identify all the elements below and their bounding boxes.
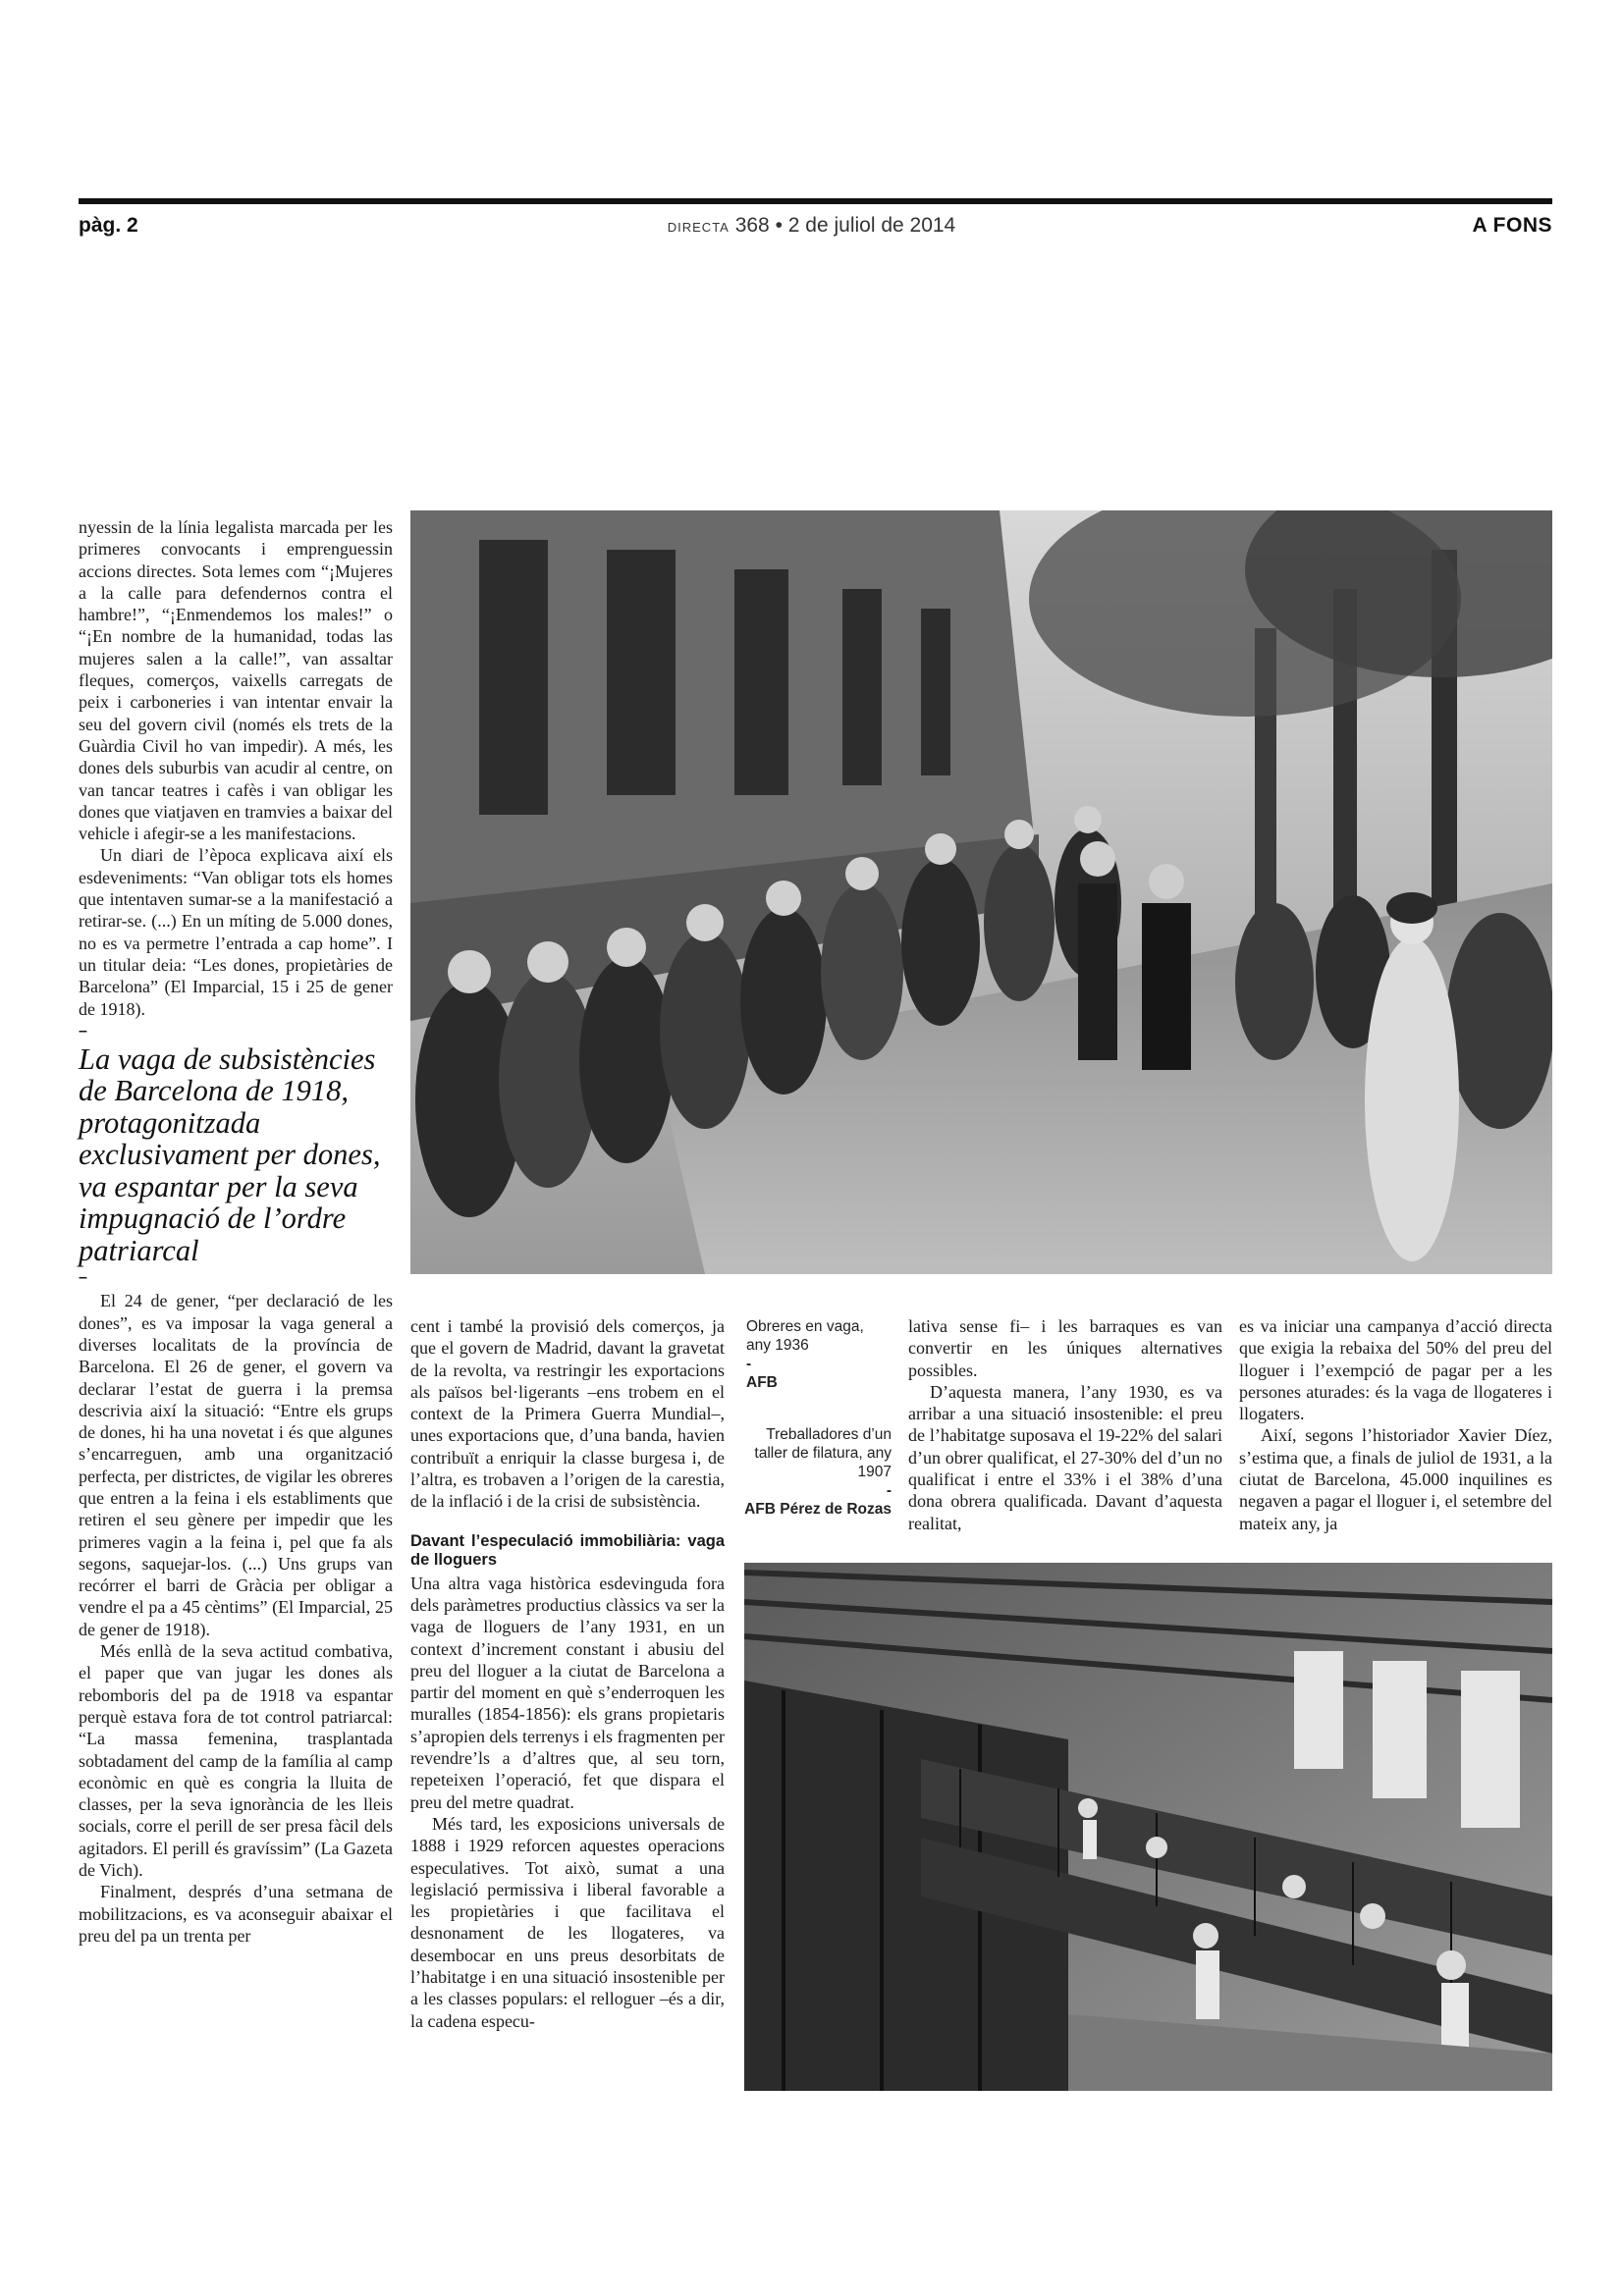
section-subheading: Davant l’especulació immobiliària: vaga de lloguers [410,1531,725,1569]
page-number: pàg. 2 [79,214,138,237]
pullquote: La vaga de subsistències de Barcelona de 1918, protagonitzada exclusivament per dones, va espantar per la seva impugnació de l’ordre patriarcal [79,1041,381,1267]
caption-credit: AFB Pérez de Rozas [744,1501,892,1518]
paragraph: El 24 de gener, “per declaració de les dones”, es va imposar la vaga general a diverses localitats de la província de Barcelona. El 26 de gener, el govern va declarar l’estat de guerra i la premsa descrivia així la situació: “Entre els grups de dones, hi ha una novetat i és que algunes s’encarreguen, amb una organització perfecta, per districtes, de vigilar les obreres que entren a la feina i els establiments que retiren el seu gènere per impedir que les primeres vagin a la feina i, pel que fa als segons, saquejar-los. (...) Uns grups van recórrer el barri de Gràcia per obligar a vendre el pa a 45 cèntims” (El Imparcial, 25 de gener de 1918). [79,1291,393,1639]
spacer [410,1513,725,1532]
caption-separator: - [746,1356,752,1372]
caption-credit: AFB [746,1374,778,1391]
photo-caption-1 [746,1317,884,1392]
photo-strike-1936 [410,510,1552,1274]
publication-name: DIRECTA [667,220,730,235]
pullquote-dash: – [79,1269,87,1287]
issue-date: 368 • 2 de juliol de 2014 [734,214,956,237]
photo-women-strike-street-icon [410,510,1552,1274]
article-column-1 [79,516,393,1947]
paragraph: D’aquesta manera, l’any 1930, es va arribar a una situació insostenible: el preu de l’habitatge suposava el 19-22% del salari d’un obrer qualificat, el 27-30% del d’un no qualificat i entre el 33% i el 38% d’una dona obrera qualificada. Davant d’aquesta realitat, [908,1381,1222,1533]
photo-workshop-1907 [744,1563,1552,2091]
paragraph: Una altra vaga històrica esdevinguda fora dels paràmetres productius clàssics va ser la vaga de lloguers de l’any 1931, en un context d’increment constant i abusiu del preu del lloguer a la ciutat de Barcelona a partir del moment en què s’enderroquen les muralles (1854-1856): els grans propietaris s’apropien dels terrenys i els fragmenten per revendre’ls a d’altres que, al seu torn, repeteixen l’operació, fet que dispara el preu del metre quadrat. [410,1573,725,1812]
section-name: A FONS [1472,214,1552,237]
photo-spinning-workshop-icon [744,1563,1552,2091]
paragraph: Finalment, després d’una setmana de mobilitzacions, es va aconseguir abaixar el preu del pa un trenta per [79,1882,393,1946]
article-column-4 [1239,1315,1552,1534]
pullquote-dash: – [79,1022,87,1040]
header-rule [79,198,1552,204]
paragraph: nyessin de la línia legalista marcada per les primeres convocants i emprenguessin accions directes. Sota lemes com “¡Mujeres a la calle para defendernos contra el hambre!”, “¡Enmendemos los males!” o “¡En nombre de la humanidad, todas las mujeres salen a la calle!”, van assaltar fleques, comerços, vaixells carregats de peix i carboneries i van intentar envair la seu del govern civil (només els trets de la Guàrdia Civil ho van impedir). A més, les dones dels suburbis van acudir al centre, on van tancar teatres i cafès i van obligar les dones que viatjaven en tramvies a baixar del vehicle i afegir-se a les manifestacions. [79,517,393,844]
photo-caption-2 [742,1425,892,1519]
paragraph: Més tard, les exposicions universals de 1888 i 1929 reforcen aquestes operacions especulatives. Tot això, sumat a una legislació permissiva i liberal favorable a les propietàries i que facilitava el desnonament de les llogateres, va desembocar en uns preus desorbitats de l’habitatge i en una situació insostenible per a les classes populars: el relloguer –és a dir, la cadena especu- [410,1813,725,2031]
paragraph: Més enllà de la seva actitud combativa, el paper que van jugar les dones als rebomboris del pa de 1918 va espantar perquè estava fora de tot control patriarcal: “La massa femenina, trasplantada sobtadament del camp de la família al camp econòmic en què es congria la lluita de classes, per la seva ignorància de les lleis socials, corre el perill de ser presa fàcil dels agitadors. El perill és gravíssim” (La Gazeta de Vich). [79,1641,393,1881]
issue-info [0,214,1623,238]
caption-text: Treballadores d’un taller de filatura, any 1907 [754,1426,892,1480]
article-column-2 [410,1315,725,2032]
paragraph: cent i també la provisió dels comerços, ja que el govern de Madrid, davant la gravetat de la revolta, va restringir les exportacions als països bel·ligerants –ens trobem en el context de la Primera Guerra Mundial–, unes exportacions que, d’una banda, havien contribuït a enriquir la classe burgesa i, de l’altra, es trobaven a l’origen de la carestia, de la inflació i de la crisi de subsistència. [410,1316,725,1512]
caption-text: Obreres en vaga, any 1936 [746,1318,864,1354]
caption-separator: - [886,1482,892,1499]
paragraph: lativa sense fi– i les barraques es van convertir en les úniques alternatives possibles. [908,1316,1222,1380]
paragraph: Així, segons l’historiador Xavier Díez, s’estima que, a finals de juliol de 1931, a la ciutat de Barcelona, 45.000 inquilines es negaven a pagar el lloguer i, el setembre del mateix any, ja [1239,1425,1552,1533]
paragraph: es va iniciar una campanya d’acció directa que exigia la rebaixa del 50% del preu del lloguer i l’exempció de pagar per a les persones aturades: és la vaga de llogateres i llogaters. [1239,1316,1552,1424]
paragraph: Un diari de l’època explicava així els esdeveniments: “Van obligar tots els homes que intentaven sumar-se a la manifestació a retirar-se. (...) En un míting de 5.000 dones, no es va permetre l’entrada a cap home”. I un titular deia: “Les dones, propietàries de Barcelona” (El Imparcial, 15 i 25 de gener de 1918). [79,845,393,1019]
article-column-3 [908,1315,1222,1534]
